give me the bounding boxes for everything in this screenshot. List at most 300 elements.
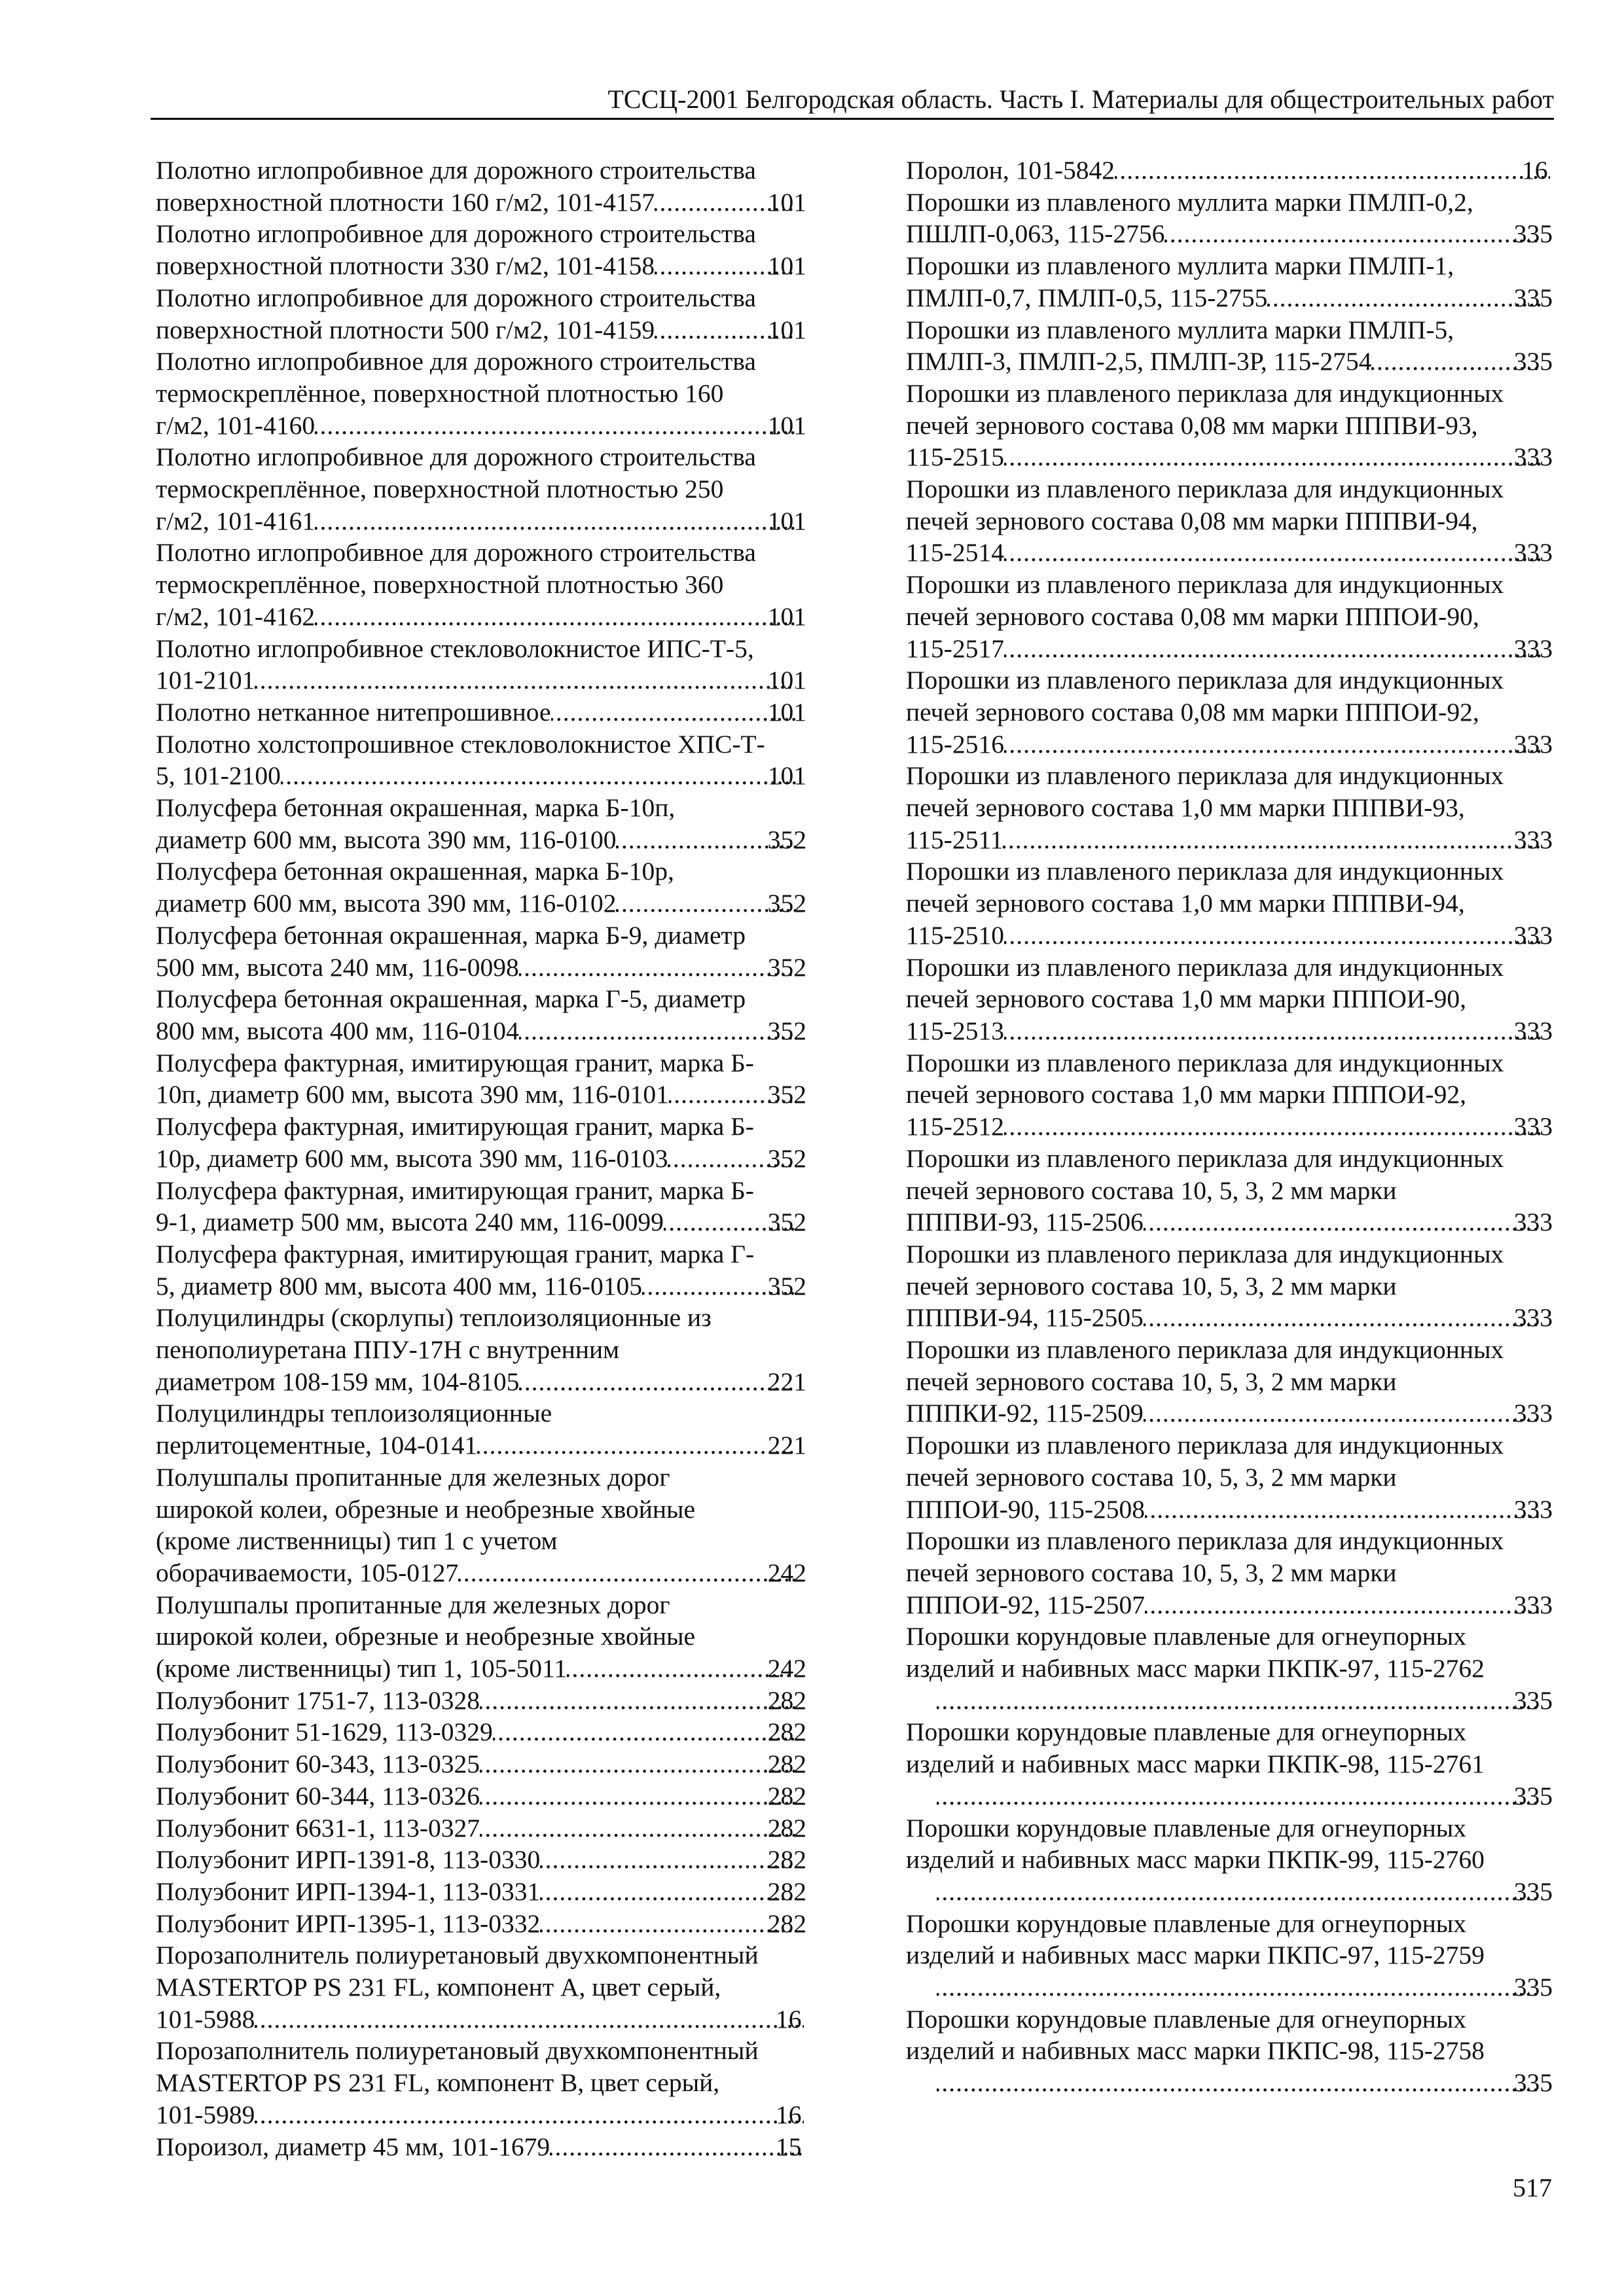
index-entry [906, 569, 1553, 664]
entry-reference: диаметр 600 мм, высота 390 мм, 116-0102 [156, 889, 617, 918]
entry-reference-line [906, 1494, 1553, 1526]
entry-page-number: 16 [776, 2004, 802, 2034]
entry-text-line: Порошки из плавленого периклаза для индукционных [906, 1335, 1504, 1365]
entry-reference-line [156, 187, 806, 219]
entry-reference: г/м2, 101-4161 [156, 506, 316, 535]
entry-reference: перлитоцементные, 104-0141 [156, 1431, 478, 1460]
entry-page-number: 352 [767, 1208, 806, 1237]
entry-page-number: 352 [767, 1143, 806, 1173]
entry-text-line: Полусфера бетонная окрашенная, марка Г-5, диаметр [156, 984, 746, 1014]
entry-page-number: 221 [767, 1431, 806, 1460]
entry-text-line: Порошки из плавленого периклаза для индукционных [906, 761, 1504, 791]
entry-reference-line [156, 505, 806, 537]
entry-text-line: Порошки из плавленого периклаза для индукционных [906, 857, 1504, 886]
entry-reference: Полуэбонит 1751-7, 113-0328 [156, 1685, 480, 1715]
entry-page-number: 333 [1513, 634, 1553, 663]
entry-reference-line [156, 2003, 806, 2036]
entry-text-line: широкой колеи, обрезные и необрезные хвойные [156, 1622, 696, 1651]
entry-page-number: 333 [1513, 1208, 1553, 1237]
dot-leader [519, 1366, 795, 1398]
entry-page-number: 335 [1513, 1876, 1553, 1906]
dot-leader [480, 1780, 796, 1812]
index-entry [156, 1111, 806, 1174]
index-entry [156, 2131, 806, 2163]
entry-reference: 115-2510 [906, 920, 1004, 950]
entry-page-number: 333 [1513, 1399, 1553, 1428]
entry-reference: 115-2512 [906, 1112, 1004, 1141]
dot-leader [550, 2131, 804, 2163]
dot-leader [1003, 824, 1542, 856]
entry-page-number: 333 [1513, 729, 1553, 759]
entry-reference-line [937, 1685, 1553, 1717]
entry-reference: ПМЛП-0,7, ПМЛП-0,5, 115-2755 [906, 283, 1268, 312]
entry-reference-line [156, 601, 806, 633]
dot-leader [1144, 1397, 1542, 1429]
entry-reference-line [906, 154, 1553, 187]
entry-text-line: Полусфера фактурная, имитирующая гранит, марка Б- [156, 1048, 754, 1077]
entry-text-line: Полотно иглопробивное для дорожного строительства [156, 538, 756, 567]
dot-leader [551, 696, 796, 728]
entry-page-number: 333 [1513, 538, 1553, 567]
entry-text-line: Порошки из плавленого периклаза для индукционных [906, 1239, 1504, 1268]
entry-reference-line [156, 1015, 806, 1047]
entry-text-line: печей зернового состава 0,08 мм марки ПППВИ-94, [906, 506, 1478, 535]
entry-reference: оборачиваемости, 105-0127 [156, 1558, 459, 1587]
entry-text-line: печей зернового состава 1,0 мм марки ПППВИ-93, [906, 793, 1465, 823]
entry-text-line: Полусфера фактурная, имитирующая гранит, марка Б- [156, 1112, 754, 1141]
entry-reference: Полуэбонит ИРП-1391-8, 113-0330 [156, 1845, 541, 1874]
entry-page-number: 221 [767, 1367, 806, 1396]
entry-text-line: Порошки из плавленого периклаза для индукционных [906, 378, 1504, 408]
dot-leader [255, 664, 795, 696]
entry-reference-line [156, 1206, 806, 1238]
entry-reference-line [937, 2067, 1553, 2099]
entry-reference: Пороизол, диаметр 45 мм, 101-1679 [156, 2132, 550, 2161]
entry-page-number: 101 [767, 315, 806, 344]
entry-reference: Полуэбонит 60-343, 113-0325 [156, 1749, 480, 1779]
dot-leader [937, 1685, 1542, 1717]
entry-text-line: Полотно иглопробивное для дорожного строительства [156, 442, 756, 472]
index-entry [156, 1462, 806, 1589]
entry-text-line: Полусфера бетонная окрашенная, марка Б-10р, [156, 857, 674, 886]
index-entry [156, 1939, 806, 2035]
entry-text-line: Порозаполнитель полиуретановый двухкомпонентный [156, 1941, 759, 1970]
entry-text-line: Полушпалы пропитанные для железных дорог [156, 1590, 670, 1619]
index-entry [156, 792, 806, 855]
entry-page-number: 333 [1513, 1303, 1553, 1333]
entry-page-number: 335 [1513, 1685, 1553, 1715]
dot-leader [315, 505, 796, 537]
index-entry [156, 282, 806, 346]
entry-reference-line [906, 633, 1553, 665]
entry-text-line: печей зернового состава 1,0 мм марки ПППОИ-92, [906, 1080, 1466, 1109]
entry-page-number: 101 [767, 251, 806, 281]
index-entry [156, 1876, 806, 1908]
entry-reference: г/м2, 101-4162 [156, 601, 316, 631]
entry-text-line: Порошки из плавленого периклаза для индукционных [906, 666, 1504, 695]
index-entry [906, 664, 1553, 760]
entry-text-line: Порошки из плавленого периклаза для индукционных [906, 1143, 1504, 1173]
entry-page-number: 333 [1513, 1112, 1553, 1141]
entry-text-line: изделий и набивных масс марки ПКПК-99, 115-2760 [906, 1845, 1485, 1874]
dot-leader [1004, 728, 1542, 761]
entry-page-number: 352 [767, 1016, 806, 1045]
entry-reference: 115-2511 [906, 825, 1003, 854]
index-entry [156, 1302, 806, 1397]
dot-leader [281, 760, 796, 792]
entry-reference: Полотно нетканное нитепрошивное [156, 697, 551, 726]
dot-leader [315, 601, 796, 633]
entry-text-line: MASTERTOP PS 231 FL, компонент А, цвет серый, [156, 1973, 721, 2002]
entry-reference: 5, 101-2100 [156, 761, 281, 791]
entry-page-number: 242 [767, 1558, 806, 1587]
entry-reference-line [937, 1780, 1553, 1812]
entry-text-line: Полусфера бетонная окрашенная, марка Б-9, диаметр [156, 920, 746, 950]
entry-reference: 10п, диаметр 600 мм, высота 390 мм, 116-0101 [156, 1080, 669, 1109]
entry-page-number: 282 [767, 1749, 806, 1779]
entry-page-number: 282 [767, 1845, 806, 1874]
entry-page-number: 335 [1513, 2068, 1553, 2098]
entry-reference: Полуэбонит 6631-1, 113-0327 [156, 1813, 480, 1842]
entry-page-number: 101 [767, 410, 806, 440]
entry-reference: (кроме лиственницы) тип 1, 105-5011 [156, 1654, 568, 1683]
entry-reference-line [156, 1429, 806, 1462]
entry-reference-line [156, 1143, 806, 1175]
entry-text-line: (кроме лиственницы) тип 1 с учетом [156, 1526, 558, 1556]
entry-text-line: Порошки корундовые плавленые для огнеупорных [906, 1813, 1467, 1842]
dot-leader [937, 1876, 1542, 1908]
entry-reference: Полуэбонит 60-344, 113-0326 [156, 1781, 480, 1810]
entry-reference-line [156, 1685, 806, 1717]
entry-page-number: 333 [1513, 1016, 1553, 1045]
index-entry [156, 920, 806, 983]
dot-leader [1145, 1589, 1542, 1621]
entry-reference: Полуэбонит ИРП-1394-1, 113-0331 [156, 1876, 541, 1906]
entry-reference: 115-2516 [906, 729, 1004, 759]
entry-text-line: MASTERTOP PS 231 FL, компонент В, цвет серый, [156, 2068, 720, 2098]
entry-page-number: 333 [1513, 1590, 1553, 1619]
entry-text-line: широкой колеи, обрезные и необрезные хвойные [156, 1494, 696, 1524]
entry-text-line: Порошки из плавленого муллита марки ПМЛП-0,2, [906, 187, 1473, 217]
dot-leader [937, 1971, 1542, 2003]
index-entry [906, 250, 1553, 314]
entry-text-line: Порошки из плавленого периклаза для индукционных [906, 475, 1504, 504]
entry-reference: 800 мм, высота 400 мм, 116-0104 [156, 1016, 519, 1045]
index-entry [156, 1844, 806, 1876]
dot-leader [1115, 154, 1550, 187]
entry-reference: поверхностной плотности 160 г/м2, 101-4157 [156, 187, 655, 217]
entry-page-number: 333 [1513, 1494, 1553, 1524]
entry-text-line: Полотно иглопробивное для дорожного строительства [156, 347, 756, 376]
entry-reference-line [156, 1366, 806, 1398]
entry-reference-line [906, 920, 1553, 952]
entry-text-line: Полусфера фактурная, имитирующая гранит, марка Г- [156, 1239, 755, 1268]
entry-reference-line [906, 1111, 1553, 1143]
entry-reference: 101-5988 [156, 2004, 255, 2034]
entry-reference: Полуэбонит ИРП-1395-1, 113-0332 [156, 1909, 541, 1938]
index-entry [156, 1748, 806, 1780]
entry-reference-line [906, 1015, 1553, 1047]
entry-reference-line [906, 282, 1553, 314]
entry-reference-line [156, 1557, 806, 1589]
entry-text-line: Порозаполнитель полиуретановый двухкомпонентный [156, 2036, 759, 2066]
index-entry [906, 855, 1553, 951]
index-entry [906, 314, 1553, 378]
entry-text-line: изделий и набивных масс марки ПКПК-97, 115-2762 [906, 1654, 1485, 1683]
entry-reference-line [906, 1206, 1553, 1238]
entry-text-line: Порошки из плавленого муллита марки ПМЛП-1, [906, 251, 1454, 281]
entry-text-line: Порошки из плавленого периклаза для индукционных [906, 1048, 1504, 1077]
entry-text-line: Полусфера бетонная окрашенная, марка Б-10п, [156, 793, 676, 823]
index-entry [906, 1812, 1553, 1908]
entry-page-number: 282 [767, 1685, 806, 1715]
dot-leader [477, 1429, 796, 1462]
index-entry [906, 1908, 1553, 2003]
entry-reference-line [156, 2131, 806, 2163]
entry-reference-line [156, 1780, 806, 1812]
entry-text-line: изделий и набивных масс марки ПКПК-98, 115-2761 [906, 1749, 1485, 1779]
dot-leader [1004, 441, 1542, 473]
entry-reference-line [906, 441, 1553, 473]
entry-text-line: печей зернового состава 10, 5, 3, 2 мм марки [906, 1175, 1397, 1205]
dot-leader [937, 2067, 1542, 2099]
dot-leader [519, 1015, 796, 1047]
index-entry [906, 1525, 1553, 1621]
entry-reference: 115-2513 [906, 1016, 1004, 1045]
entry-reference-line [906, 1302, 1553, 1334]
entry-text-line: Порошки из плавленого муллита марки ПМЛП-5, [906, 315, 1454, 344]
entry-reference: г/м2, 101-4160 [156, 410, 316, 440]
entry-page-number: 352 [767, 1080, 806, 1109]
entry-reference: 101-5989 [156, 2100, 255, 2129]
index-entry [156, 441, 806, 537]
index-entry [156, 633, 806, 696]
entry-page-number: 352 [767, 825, 806, 854]
entry-reference-line [156, 1748, 806, 1780]
entry-reference-line [156, 1270, 806, 1302]
entry-reference-line [156, 1716, 806, 1748]
entry-reference-line [906, 824, 1553, 856]
page-number: 517 [1513, 2173, 1552, 2202]
dot-leader [493, 1716, 796, 1748]
entry-reference: 101-2101 [156, 666, 255, 695]
index-entry [156, 1397, 806, 1461]
index-entry [906, 1143, 1553, 1238]
index-entry [906, 154, 1553, 187]
entry-reference: ПППОИ-90, 115-2508 [906, 1494, 1145, 1524]
entry-page-number: 333 [1513, 825, 1553, 854]
entry-text-line: печей зернового состава 0,08 мм марки ПППОИ-92, [906, 697, 1479, 726]
index-entry [156, 1047, 806, 1111]
entry-page-number: 101 [767, 187, 806, 217]
entry-reference-line [906, 1397, 1553, 1429]
entry-page-number: 101 [767, 506, 806, 535]
dot-leader [1145, 1494, 1542, 1526]
entry-page-number: 101 [767, 601, 806, 631]
entry-reference-line [937, 1971, 1553, 2003]
entry-reference-line [156, 1908, 806, 1940]
dot-leader [540, 1876, 796, 1908]
dot-leader [480, 1748, 796, 1780]
entry-reference: 115-2514 [906, 538, 1004, 567]
entry-text-line: печей зернового состава 0,08 мм марки ПППОИ-90, [906, 601, 1479, 631]
entry-text-line: термоскреплённое, поверхностной плотностью 160 [156, 378, 724, 408]
entry-reference-line [156, 1079, 806, 1111]
dot-leader [1267, 282, 1542, 314]
entry-reference: ПППОИ-92, 115-2507 [906, 1590, 1145, 1619]
entry-page-number: 282 [767, 1813, 806, 1842]
entry-page-number: 101 [767, 697, 806, 726]
entry-reference-line [156, 760, 806, 792]
index-entry [906, 1238, 1553, 1334]
entry-page-number: 335 [1513, 219, 1553, 249]
left-index-column [156, 154, 806, 2162]
entry-page-number: 282 [767, 1876, 806, 1906]
entry-page-number: 335 [1513, 347, 1553, 376]
dot-leader [480, 1685, 796, 1717]
entry-reference: ПШЛП-0,063, 115-2756 [906, 219, 1165, 249]
entry-text-line: печей зернового состава 10, 5, 3, 2 мм марки [906, 1367, 1397, 1396]
dot-leader [480, 1812, 796, 1844]
entry-reference: поверхностной плотности 330 г/м2, 101-4158 [156, 251, 655, 281]
entry-page-number: 101 [767, 761, 806, 791]
entry-page-number: 282 [767, 1909, 806, 1938]
dot-leader [1004, 1015, 1542, 1047]
index-entry [906, 1429, 1553, 1525]
entry-reference-line [156, 888, 806, 920]
entry-page-number: 242 [767, 1654, 806, 1683]
entry-reference-line [906, 346, 1553, 378]
entry-reference: 10р, диаметр 600 мм, высота 390 мм, 116-0103 [156, 1143, 668, 1173]
index-entry [156, 218, 806, 281]
entry-reference: 500 мм, высота 240 мм, 116-0098 [156, 952, 519, 982]
entry-text-line: Порошки из плавленого периклаза для индукционных [906, 952, 1504, 982]
entry-text-line: печей зернового состава 1,0 мм марки ПППВИ-94, [906, 889, 1465, 918]
entry-page-number: 335 [1513, 283, 1553, 312]
entry-page-number: 333 [1513, 920, 1553, 950]
entry-reference-line [156, 664, 806, 696]
index-entry [156, 346, 806, 441]
entry-reference-line [156, 824, 806, 856]
index-entry [156, 537, 806, 632]
entry-text-line: изделий и набивных масс марки ПКПС-97, 115-2759 [906, 1941, 1485, 1970]
dot-leader [1144, 1206, 1542, 1238]
entry-reference-line [156, 696, 806, 728]
entry-text-line: термоскреплённое, поверхностной плотностью 360 [156, 570, 724, 600]
index-entry [906, 378, 1553, 473]
entry-text-line: Полотно холстопрошивное стекловолокнистое ХПС-Т- [156, 729, 765, 759]
entry-page-number: 101 [767, 666, 806, 695]
entry-text-line: Полотно иглопробивное для дорожного строительства [156, 283, 756, 312]
entry-text-line: Порошки корундовые плавленые для огнеупорных [906, 2004, 1467, 2034]
entry-reference-line [937, 1876, 1553, 1908]
entry-reference: 115-2515 [906, 442, 1004, 472]
entry-reference: Поролон, 101-5842 [906, 156, 1115, 185]
dot-leader [1004, 537, 1542, 569]
entry-text-line: Порошки корундовые плавленые для огнеупорных [906, 1717, 1467, 1747]
entry-reference-line [156, 314, 806, 346]
index-entry [156, 1589, 806, 1685]
entry-page-number: 335 [1513, 1781, 1553, 1810]
entry-page-number: 335 [1513, 1973, 1553, 2002]
entry-page-number: 282 [767, 1781, 806, 1810]
entry-reference: поверхностной плотности 500 г/м2, 101-4159 [156, 315, 655, 344]
index-entry [156, 1780, 806, 1812]
entry-reference: ПППКИ-92, 115-2509 [906, 1399, 1144, 1428]
entry-reference-line [156, 250, 806, 282]
entry-text-line: печей зернового состава 10, 5, 3, 2 мм марки [906, 1271, 1397, 1300]
dot-leader [255, 2003, 804, 2036]
entry-page-number: 16 [1522, 156, 1548, 185]
index-entry [906, 2003, 1553, 2099]
index-entry [156, 1175, 806, 1238]
entry-reference-line [156, 1812, 806, 1844]
entry-page-number: 16 [776, 2100, 802, 2129]
index-entry [156, 1812, 806, 1844]
entry-reference: диаметр 600 мм, высота 390 мм, 116-0100 [156, 825, 617, 854]
entry-text-line: печей зернового состава 1,0 мм марки ПППОИ-90, [906, 984, 1466, 1014]
index-entry [156, 696, 806, 728]
index-entry [906, 1047, 1553, 1143]
entry-reference: 9-1, диаметр 500 мм, высота 240 мм, 116-0099 [156, 1208, 664, 1237]
entry-reference: 5, диаметр 800 мм, высота 400 мм, 116-0105 [156, 1271, 642, 1300]
entry-page-number: 15 [776, 2132, 802, 2161]
dot-leader [937, 1780, 1542, 1812]
entry-reference: ПМЛП-3, ПМЛП-2,5, ПМЛП-3Р, 115-2754 [906, 347, 1372, 376]
index-entry [906, 952, 1553, 1047]
index-entry [906, 187, 1553, 250]
dot-leader [1164, 218, 1542, 250]
entry-text-line: пенополиуретана ППУ-17Н с внутренним [156, 1335, 620, 1365]
dot-leader [315, 410, 796, 442]
index-entry [906, 1621, 1553, 1716]
entry-page-number: 282 [767, 1717, 806, 1747]
entry-page-number: 333 [1513, 442, 1553, 472]
entry-reference-line [156, 410, 806, 442]
entry-page-number: 352 [767, 952, 806, 982]
entry-text-line: Полуцилиндры (скорлупы) теплоизоляционные из [156, 1303, 712, 1333]
dot-leader [1144, 1302, 1542, 1334]
dot-leader [540, 1844, 796, 1876]
entry-text-line: Порошки из плавленого периклаза для индукционных [906, 1431, 1504, 1460]
entry-reference: Полуэбонит 51-1629, 113-0329 [156, 1717, 493, 1747]
entry-text-line: Полушпалы пропитанные для железных дорог [156, 1462, 670, 1492]
header-rule [151, 118, 1554, 120]
dot-leader [519, 952, 796, 984]
index-entry [156, 154, 806, 218]
index-entry [906, 1334, 1553, 1429]
index-entry [156, 2035, 806, 2130]
index-entry [156, 1685, 806, 1717]
entry-reference-line [906, 218, 1553, 250]
entry-reference-line [156, 1876, 806, 1908]
entry-text-line: Порошки корундовые плавленые для огнеупорных [906, 1909, 1467, 1938]
entry-text-line: Полотно иглопробивное для дорожного строительства [156, 156, 756, 185]
index-entry [906, 1716, 1553, 1812]
entry-reference: ПППВИ-93, 115-2506 [906, 1208, 1144, 1237]
entry-reference-line [906, 728, 1553, 761]
right-index-column [906, 154, 1553, 2099]
entry-reference: ПППВИ-94, 115-2505 [906, 1303, 1144, 1333]
entry-text-line: Полуцилиндры теплоизоляционные [156, 1399, 552, 1428]
index-entry [156, 728, 806, 792]
dot-leader [1004, 633, 1542, 665]
index-entry [156, 983, 806, 1047]
entry-text-line: печей зернового состава 10, 5, 3, 2 мм марки [906, 1462, 1397, 1492]
entry-text-line: Полотно иглопробивное стекловолокнистое ИПС-Т-5, [156, 634, 754, 663]
entry-reference-line [906, 1589, 1553, 1621]
entry-text-line: Полусфера фактурная, имитирующая гранит, марка Б- [156, 1175, 754, 1205]
